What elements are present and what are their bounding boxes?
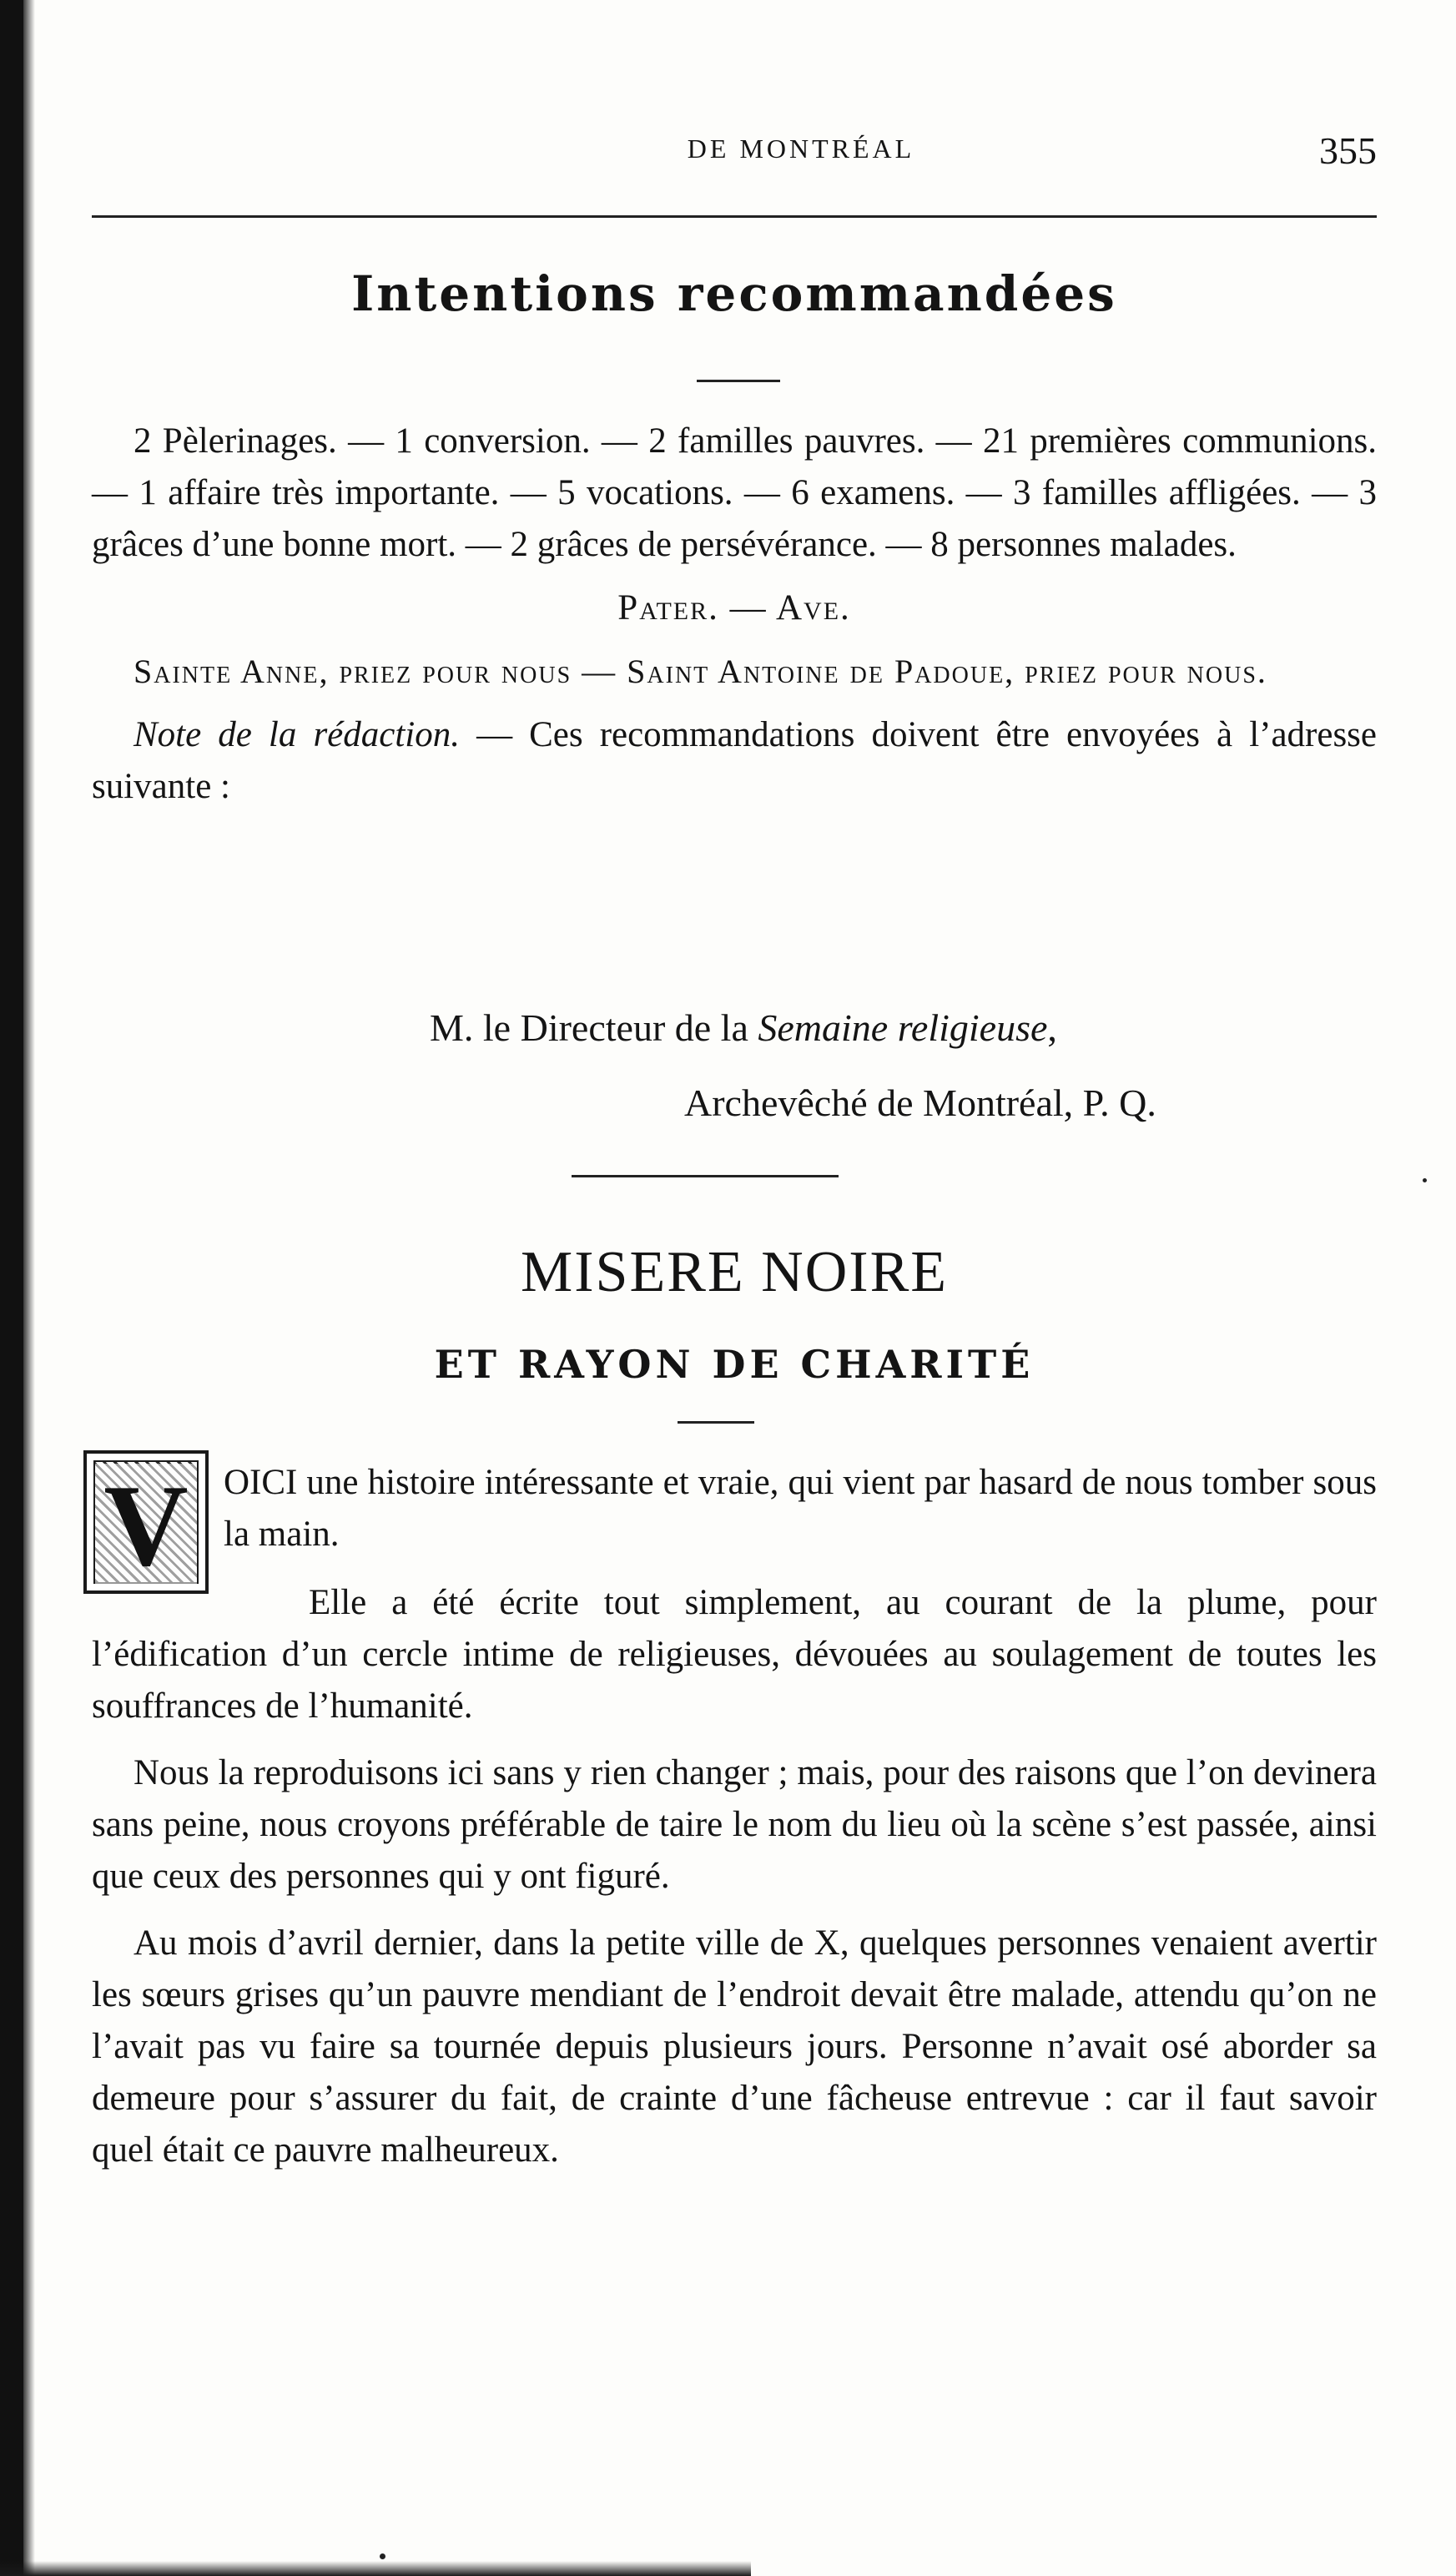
subtitle-rule	[678, 1421, 754, 1424]
invocation: Sainte Anne, priez pour nous — Saint Antoine de Padoue, priez pour nous.	[134, 653, 1267, 690]
binding-shadow	[23, 0, 35, 2576]
binding-edge	[0, 0, 23, 2576]
article-subtitle: ET RAYON DE CHARITÉ	[434, 1342, 1035, 1387]
ink-speck	[380, 2553, 385, 2559]
address-comma: ,	[1047, 1006, 1057, 1049]
intentions-heading: Intentions recommandées	[351, 265, 1117, 322]
section-divider	[572, 1175, 839, 1177]
address-prefix: M. le Directeur de la	[430, 1006, 758, 1049]
intentions-block	[92, 416, 1377, 813]
running-title: DE MONTRÉAL	[687, 134, 915, 164]
bottom-scan-edge	[0, 2561, 751, 2576]
ink-speck	[1423, 1178, 1427, 1182]
running-header	[92, 129, 1377, 184]
prayer-line: Pater. — Ave.	[617, 588, 851, 628]
article-lead	[224, 1457, 1377, 1560]
dropcap-letter: V	[95, 1464, 197, 1589]
paragraph-2: Elle a été écrite tout simplement, au courant de la plume, pour l’édification d’un cercle intime de religieuses, dévouées au soulagement de toutes les souffrances de l’humanité.	[92, 1583, 1377, 1726]
article-title: MISERE NOIRE	[520, 1240, 949, 1304]
ornamental-dropcap	[83, 1450, 209, 1594]
note-text: — Ces recommandations doivent être envoyées à l’adresse suivante :	[92, 715, 1378, 806]
address-publication: Semaine religieuse	[758, 1006, 1048, 1049]
address-line-1	[430, 1006, 1057, 1050]
note-label: Note de la rédaction.	[134, 715, 460, 754]
editorial-note	[92, 709, 1377, 813]
paragraph-4: Au mois d’avril dernier, dans la petite ville de X, quelques personnes venaient avertir les sœurs grises qu’un pauvre mendiant de l’endroit devait être malade, attendu qu’on ne l’avait pas vu faire sa tournée depuis plusieurs jours. Personne n’avait osé aborder sa demeure pour s’assurer du fait, de crainte d’une fâcheuse entrevue : car il faut savoir quel était ce pauvre malheureux.	[92, 1923, 1377, 2170]
intentions-body: 2 Pèlerinages. — 1 conversion. — 2 familles pauvres. — 21 premières communions. — 1 affaire très importante. — 5 vocations. — 6 examens. — 3 familles affligées. — 3 grâces d’une bonne mort. — 2 grâces de persévérance. — 8 personnes malades.	[92, 421, 1377, 564]
paragraph-1: OICI une histoire intéressante et vraie, qui vient par hasard de nous tomber sous la main.	[224, 1463, 1377, 1554]
paragraph-3: Nous la reproduisons ici sans y rien changer ; mais, pour des raisons que l’on devinera sans peine, nous croyons préférable de taire le nom du lieu où la scène s’est passée, ainsi que ceux des personnes qui y ont figuré.	[92, 1753, 1377, 1896]
dropcap-ornament	[93, 1460, 199, 1590]
page-number: 355	[1319, 129, 1377, 172]
header-rule	[92, 215, 1377, 218]
address-line-2: Archevêché de Montréal, P. Q.	[684, 1081, 1156, 1124]
article-body	[92, 1577, 1377, 2176]
heading-rule	[697, 380, 780, 382]
